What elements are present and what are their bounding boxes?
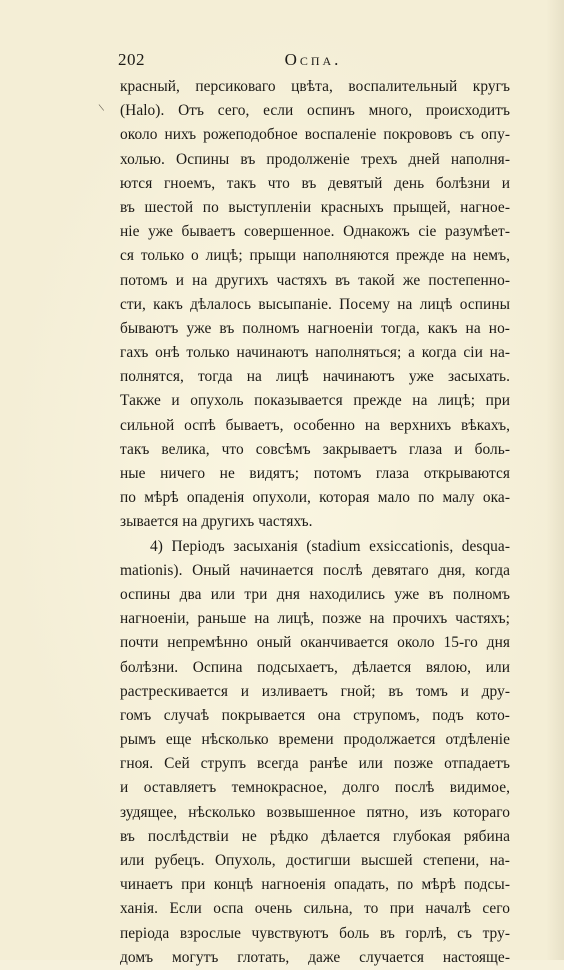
- section-heading-line: 4) Періодъ засыханія (stadium exsiccationis, desqua-: [150, 537, 510, 555]
- text-line: сти, какъ дѣлалось высыпаніе. Посему на лицѣ оспины: [120, 295, 510, 313]
- text-line: рымъ еще нѣсколько времени продолжается отдѣленіе: [120, 731, 510, 749]
- text-line: ные ничего не видятъ; потомъ глаза открываются: [120, 465, 510, 482]
- margin-mark: \: [98, 101, 106, 115]
- text-line: почти непремѣнно оный оканчивается около 15-го дня: [120, 634, 510, 652]
- text-line: сильной оспѣ бываетъ, особенно на верхнихъ вѣкахъ,: [120, 416, 510, 434]
- text-line: mationis). Оный начинается послѣ девятаго дня, когда: [120, 561, 510, 579]
- text-line: гноя. Сей струпъ всегда ранѣе или позже отпадаетъ: [120, 755, 510, 773]
- text-line: зывается на другихъ частяхъ.: [120, 513, 313, 531]
- text-line: (Halo). Отъ сего, если оспинъ много, происходитъ: [120, 102, 510, 120]
- text-line: въ шестой по выступленіи красныхъ прыщей, нагное-: [120, 198, 510, 216]
- text-line: гахъ онѣ только начинаютъ наполняться; а когда сіи на-: [120, 344, 510, 362]
- text-line: домъ могутъ глотать, даже случается настояще-: [120, 948, 510, 966]
- text-line: холью. Оспины въ продолженіе трехъ дней наполня-: [120, 150, 510, 168]
- text-line: гомъ случаѣ покрывается она струпомъ, подъ кото-: [120, 706, 510, 724]
- text-line: ханія. Если оспа очень сильна, то при началѣ сего: [120, 900, 510, 918]
- text-line: ются гноемъ, такъ что въ девятый день болѣзни и: [120, 174, 510, 192]
- text-line: бываютъ уже въ полномъ нагноеніи тогда, какъ на но-: [120, 319, 510, 337]
- text-line: такъ велика, что совсѣмъ закрываетъ глаза и боль-: [120, 440, 510, 458]
- text-line: около нихъ рожеподобное воспаленіе покрововъ съ опу-: [120, 126, 510, 144]
- body-text: [120, 75, 510, 970]
- text-line: красный, персиковаго цвѣта, воспалительный кругъ: [120, 78, 510, 95]
- text-line: Также и опухоль показывается прежде на лицѣ; при: [120, 392, 510, 410]
- text-line: растрескивается и изливаетъ гной; въ томъ и дру-: [120, 682, 510, 700]
- text-line: болѣзни. Оспина подсыхаетъ, дѣлается вялою, или: [120, 658, 510, 676]
- running-title: Оспа.: [284, 50, 342, 69]
- text-line: и оставляетъ темнокрасное, долго послѣ видимое,: [120, 779, 510, 797]
- text-line: въ послѣдствіи не рѣдко дѣлается глубокая рябина: [120, 827, 510, 845]
- text-line: нагноеніи, раньше на лицѣ, позже на прочихъ частяхъ;: [120, 610, 510, 628]
- page-header: [118, 50, 508, 74]
- text-line: потомъ и на другихъ частяхъ въ такой же постепенно-: [120, 271, 510, 289]
- text-line: періода взрослые чувствуютъ боль въ горлѣ, съ тру-: [120, 924, 510, 942]
- text-line: ся только о лицѣ; прыщи наполняются прежде на немъ,: [120, 247, 510, 265]
- text-line: по мѣрѣ опаденія опухоли, которая мало по малу ока-: [120, 489, 510, 507]
- text-line: чинаетъ при концѣ нагноенія опадать, по мѣрѣ подсы-: [120, 876, 510, 894]
- page-number: 202: [118, 50, 145, 69]
- text-line: полнятся, тогда на лицѣ начинаютъ уже засыхать.: [120, 368, 510, 386]
- text-line: ніе уже бываетъ совершенное. Однакожъ сіе разумѣет-: [120, 223, 510, 241]
- text-line: или рубецъ. Опухоль, достигши высшей степени, на-: [120, 852, 510, 869]
- text-line: зудящее, нѣсколько возвышенное пятно, изъ котораго: [120, 803, 510, 821]
- page-edge-shadow: [546, 0, 564, 960]
- text-line: оспины два или три дня находились уже въ полномъ: [120, 585, 510, 603]
